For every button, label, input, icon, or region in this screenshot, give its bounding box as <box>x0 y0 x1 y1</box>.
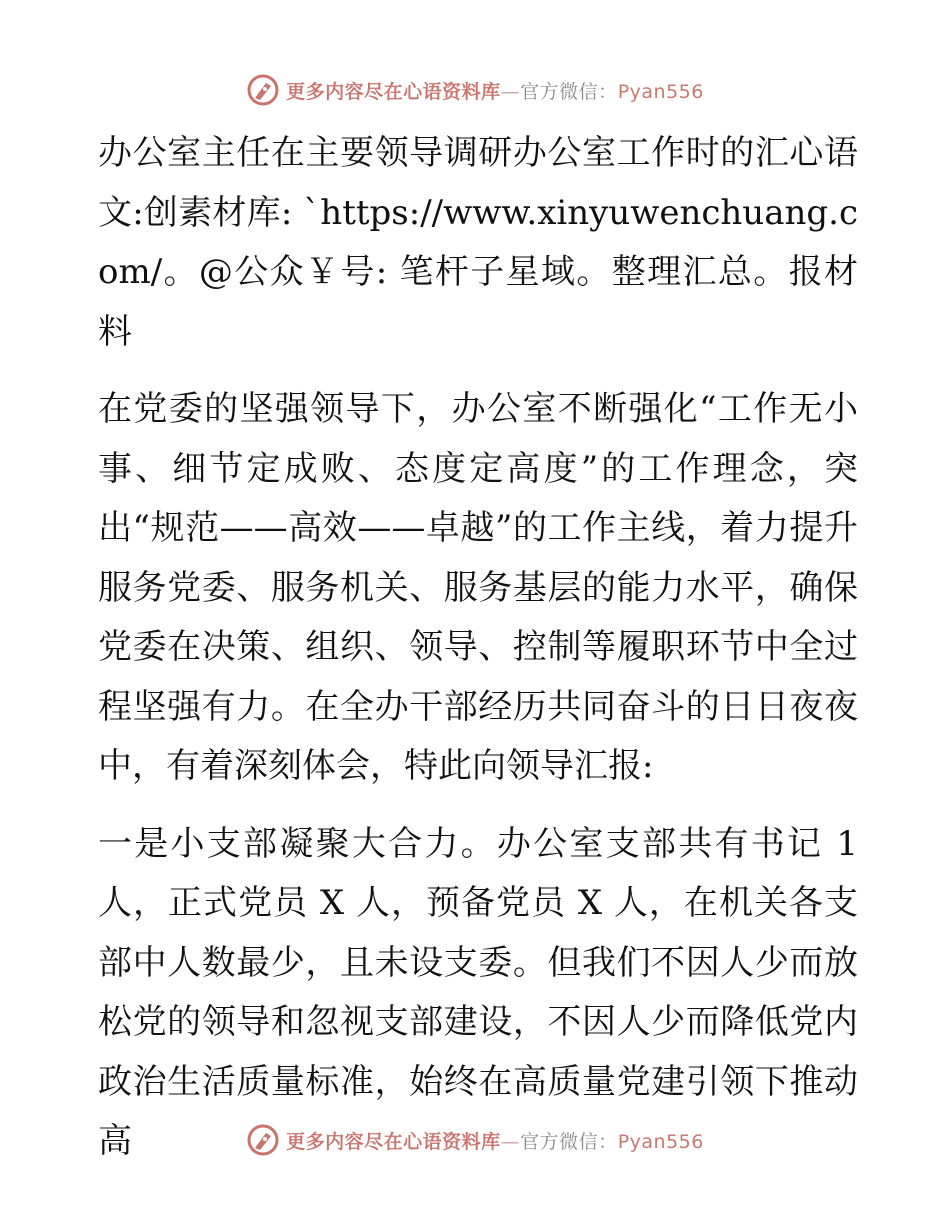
watermark-wechat-id: Pyan556 <box>617 80 704 103</box>
watermark-wechat-label: 官方微信： <box>520 80 618 103</box>
watermark-text <box>286 1127 704 1154</box>
watermark-wechat-id: Pyan556 <box>617 1130 704 1153</box>
body-paragraph: 一是小支部凝聚大合力。办公室支部共有书记 1 人，正式党员 X 人，预备党员 X 人，在机关各支部中人数最少，且未设支委。但我们不因人少而放松党的领导和忽视支部建设，不因人少而降低党内政治生活质量标准，始终在高质量党建引领下推动高 <box>98 823 858 1161</box>
watermark-main-text: 更多内容尽在心语资料库 <box>286 1130 501 1153</box>
body-paragraph: 在党委的坚强领导下，办公室不断强化“工作无小事、细节定成败、态度定高度”的工作理念，突出“规范——高效——卓越”的工作主线，着力提升服务党委、服务机关、服务基层的能力水平，确保党委在决策、组织、领导、控制等履职环节中全过程坚强有力。在全办干部经历共同奋斗的日日夜夜中，有着深刻体会，特此向领导汇报: <box>98 389 858 786</box>
watermark-text <box>286 77 704 104</box>
footer-watermark-banner <box>0 1120 950 1160</box>
pen-nib-circle-icon <box>246 1123 280 1157</box>
watermark-separator: — <box>500 80 521 103</box>
title-paragraph: 办公室主任在主要领导调研办公室工作时的汇心语文:创素材库: `https://www.xinyuwenchuang.com/。@公众￥号: 笔杆子星域。整理汇总。报材料 <box>98 133 858 352</box>
watermark-wechat-label: 官方微信： <box>520 1130 618 1153</box>
header-watermark-banner <box>0 70 950 110</box>
watermark-main-text: 更多内容尽在心语资料库 <box>286 80 501 103</box>
document-body <box>98 124 858 1172</box>
watermark-separator: — <box>500 1130 521 1153</box>
pen-nib-circle-icon <box>246 73 280 107</box>
